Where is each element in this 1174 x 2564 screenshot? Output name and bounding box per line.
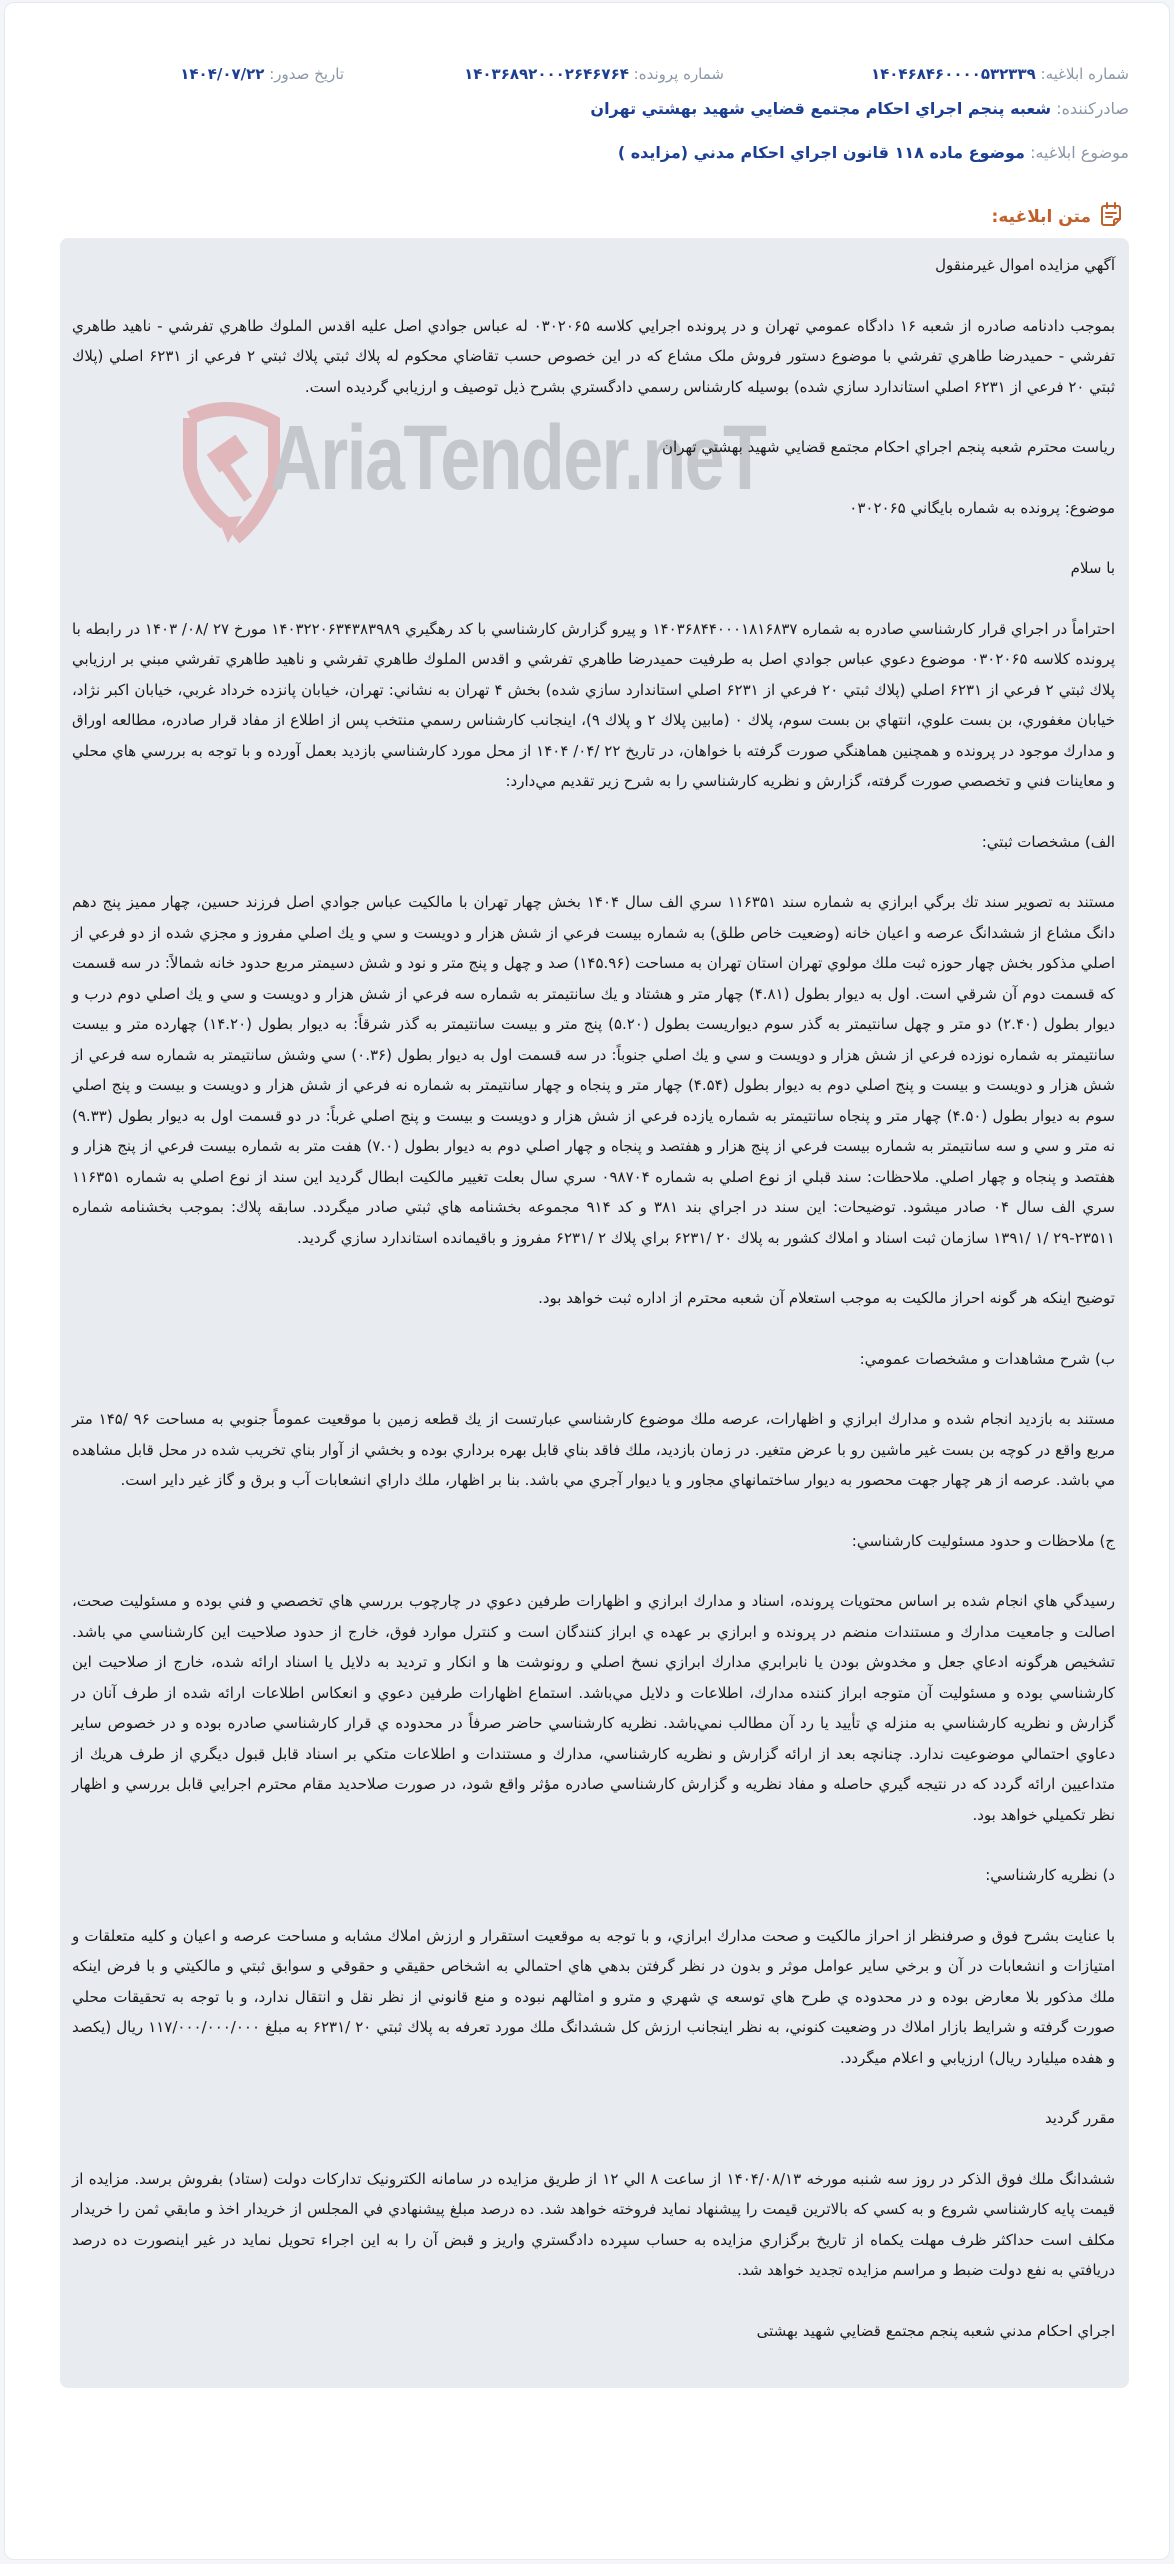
section-heading-registration: الف) مشخصات ثبتي: [981, 832, 1115, 851]
issuer-label: صادرکننده: [1056, 99, 1129, 118]
issue-date [180, 65, 344, 83]
notice-subject [618, 143, 1129, 162]
notice-paragraph: ششدانگ ملك فوق الذكر در روز سه شنبه مورخه ۱۴۰۴/۰۸/۱۳ از ساعت ۸ الي ۱۲ از طريق مزايده در سامانه الکترونیک تداركات دولت (ستاد) بفروش برسد. مزايده از قيمت پايه كارشناسي شروع و به كسي كه بالاترين قيمت را پيشنهاد نمايد فروخته خواهد شد. ده درصد مبلغ پيشنهادي في المجلس از خريدار اخذ و مابقي ثمن را خريدار مكلف است حداكثر ظرف مهلت يكماه از تاريخ برگزاري مزايده به حساب سپرده دادگستري واريز و قبض آن را به اين اجراء تحويل نمايد در غير اينصورت ده درصد دريافتي به نفع دولت ضبط و مراسم مزايده تجديد خواهد شد. [72, 2169, 1115, 2279]
notice-text-title: متن ابلاغيه: [991, 206, 1091, 227]
issue-date-value: ۱۴۰۴/۰۷/۲۲ [180, 65, 265, 83]
notice-paragraph: مستند به بازديد انجام شده و مدارك ابرازي و اظهارات، عرصه ملك موضوع كارشناسي عبارتست از يك قطعه زمين با موقعيت عموماً جنوبي به مساحت ۹۶ /۱۴۵ متر مربع واقع در كوچه بن بست غير ماشين رو با عرض متغير. در زمان بازديد، ملك فاقد بناي قابل بهره برداري بوده و بخشي از آوار بناي تخريب شده در محل قابل مشاهده مي باشد. عرصه از هر چهار جهت محصور به ديوار ساختمانهاي مجاور و يا ديوار آجري مي باشد. بنا بر اظهار، ملك داراي انشعابات آب و برق و گاز غير داير است. [72, 1410, 1116, 1489]
file-number [344, 65, 724, 83]
notice-paragraph: مستند به تصوير سند تك برگي ابرازي به شماره سند ۱۱۶۳۵۱ سري الف سال ۱۴۰۴ بخش چهار تهران با مالكيت عباس جوادي اصل فرزند حسين، چهار مميز پنج دهم دانگ مشاع از ششدانگ عرصه و اعيان خانه (وضعيت خاص طلق) به شماره بيست فرعي از شش هزار و دويست و سي و يك اصلي مفروز و مجزي شده از دو فرعي از اصلي مذكور بخش چهار حوزه ثبت ملك مولوي تهران استان تهران به مساحت (۱۴۵.۹۶) صد و چهل و پنج متر و نود و شش دسيمتر مربع حدود خانه شمالاً: در سه قسمت كه قسمت دوم آن شرقي است. اول به ديوار بطول (۴.۸۱) چهار متر و هشتاد و يك سانتيمتر به شماره سه فرعي از شش هزار و دويست و سي و يك اصلي دوم درب و ديوار بطول (۲.۴۰) دو متر و چهل سانتيمتر به گذر سوم ديواريست بطول (۵.۲۰) پنج متر و بيست سانتيمتر به گذر شرقاً: به ديوار بطول (۱۴.۲۰) چهارده متر و بيست سانتيمتر به شماره نوزده فرعي از شش هزار و دويست و سي و يك اصلي جنوباً: در سه قسمت اول به ديوار بطول (۰.۳۶) سي وشش سانتيمتر به شماره سه فرعي از شش هزار و دويست و بيست و پنج اصلي دوم به ديوار بطول (۴.۵۴) چهار متر و پنجاه و چهار سانتيمتر به شماره نه فرعي از شش هزار و دويست و بيست و پنج اصلي سوم به ديوار بطول (۴.۵۰) چهار متر و پنجاه سانتيمتر به شماره يازده فرعي از شش هزار و دويست و بيست و پنج اصلي غرباً: در دو قسمت اول به ديوار بطول (۹.۳۳) نه متر و سي و سه سانتيمتر به شماره بيست فرعي از پنج هزار و هفتصد و پنجاه و چهار اصلي دوم به ديوار بطول (۷.۰) هفت متر به شماره بيست فرعي از پنج هزار و هفتصد و پنجاه و چهار اصلي. ملاحظات: سند قبلي از نوع اصلي به شماره ۰۹۸۷۰۴ سري سال بعلت تغيير مالكيت ابطال گرديد اين سند از نوع اصلي به شماره ۱۱۶۳۵۱ سري الف سال ۰۴ صادر ميشود. توضيحات: اين سند در اجراي بند ۳۸۱ و كد ۹۱۴ مجموعه بخشنامه هاي ثبتي صادر ميگردد. سابقه پلاك: بموجب بخشنامه شماره ۲۳۵۱۱-۲۹ /۱ /۱۳۹۱ سازمان ثبت اسناد و املاك كشور به پلاك ۲۰ /۶۲۳۱ براي پلاك ۲ /۶۲۳۱ مفروز و باقيمانده استاندارد سازي گرديد. [72, 893, 1116, 1247]
notice-paragraph: بموجب دادنامه صادره از شعبه ۱۶ دادگاه عمومي تهران و در پرونده اجرايي كلاسه ۰۳۰۲۰۶۵ له عباس جوادي اصل عليه اقدس الملوك طاهري تفرشي - ناهيد طاهري تفرشي - حميدرضا طاهري تفرشي با موضوع دستور فروش ملک مشاع كه در اين خصوص حسب تقاضاي محكوم له پلاك ثبتي پلاك ثبتي ۲ فرعي از ۶۲۳۱ اصلي (پلاك ثبتي ۲۰ فرعي از ۶۲۳۱ اصلي استاندارد سازي شده) بوسيله كارشناس رسمي دادگستري بشرح ذيل توصيف و ارزيابي گرديده است. [72, 316, 1115, 396]
issuer-value: شعبه پنجم اجراي احكام مجتمع قضايي شهيد بهشتي تهران [590, 99, 1052, 118]
issue-date-label: تاريخ صدور: [269, 65, 344, 83]
note-icon [1099, 201, 1123, 232]
section-heading-observations: ب) شرح مشاهدات و مشخصات عمومي: [859, 1349, 1115, 1368]
section-heading-expert-opinion: د) نظريه كارشناسي: [985, 1866, 1115, 1884]
notice-paragraph: با سلام [1070, 559, 1115, 577]
notice-number-value: ۱۴۰۴۶۸۴۶۰۰۰۰۵۳۲۳۳۹ [870, 65, 1036, 83]
notice-content [60, 238, 1129, 2376]
notice-paragraph: رسيدگي هاي انجام شده بر اساس محتويات پرونده، اسناد و مدارك ابرازي و اظهارات طرفين دعوي در چارچوب بررسي هاي تخصصي و فني بوده و مسئوليت صحت، اصالت و جامعيت مدارك و مستندات منضم در پرونده و ابرازي بر عهده ي ابراز كنندگان است و كنترل موارد فوق، خارج از حدود صلاحيت اين كارشناسي مي باشد. تشخيص هرگونه ادعاي جعل و مخدوش بودن يا نابرابري مدارك ابرازي نسخ اصلي و رونوشت ها و انكار و ترديد به دلايل يا اسناد ارائه شده، خارج از صلاحيت اين كارشناسي بوده و مسئوليت آن متوجه ابراز كننده مدارك، اطلاعات و دلايل مي‌باشد. استماع اظهارات طرفين دعوي و انعكاس اطلاعات ارائه شده از طرف آنان در گزارش و نظريه كارشناسي به منزله ي تأييد يا رد آن مطالب نمي‌باشد. نظريه كارشناسي حاضر صرفاً در محدوده ي قرار كارشناسي صادره بوده و در خصوص ساير دعاوي احتمالي موضوعيت ندارد. چنانچه بعد از ارائه گزارش و نظريه كارشناسي، مدارك و مستندات و اطلاعات متكي بر اسناد قابل قبول ديگري از طرف هريك از متداعيين ارائه گردد كه در نتيجه گيري حاصله و مفاد نظريه و گزارش كارشناسي صادره مؤثر واقع شود، در صورت صلاحديد مقام محترم اجرايي قابل بررسي و اظهار نظر تكميلي خواهد بود. [72, 1592, 1115, 1824]
notice-body [60, 238, 1129, 2388]
section-heading-limitations: ج) ملاحظات و حدود مسئوليت كارشناسي: [851, 1531, 1115, 1550]
notice-paragraph: رياست محترم شعبه پنجم اجراي احكام مجتمع قضايي شهيد بهشتي تهران [662, 438, 1115, 456]
notice-subject-value: موضوع ماده ۱۱۸ قانون اجراي احكام مدني (مزايده ) [617, 143, 1025, 162]
notice-paragraph-title: آگهي مزايده اموال غيرمنقول [935, 256, 1115, 274]
notice-number [724, 65, 1129, 83]
file-number-value: ۱۴۰۳۶۸۹۲۰۰۰۲۶۴۶۷۶۴ [464, 65, 629, 83]
notice-paragraph: احتراماً در اجراي قرار كارشناسي صادره به شماره ۱۴۰۳۶۸۴۴۰۰۰۱۸۱۶۸۳۷ و پيرو گزارش كارشناسي با كد رهگيري ۱۴۰۳۲۲۰۶۳۴۳۸۳۹۸۹ مورخ ۲۷ /۰۸/ ۱۴۰۳ در رابطه با پرونده كلاسه ۰۳۰۲۰۶۵ موضوع دعوي عباس جوادي اصل به طرفيت حميدرضا طاهري تفرشي و اقدس الملوك طاهري تفرشي و ناهيد طاهري تفرشي مبني بر ارزيابي پلاك ثبتي ۲ فرعي از ۶۲۳۱ اصلي (پلاك ثبتي ۲۰ فرعي از ۶۲۳۱ اصلي استاندارد سازي شده) بخش ۴ تهران به نشاني: تهران، خيابان پانزده خرداد غربي، خيابان اكبر نژاد، خيابان مغفوري، بن بست علوي، انتهاي بن بست سوم، پلاك ۰ (مابين پلاك ۲ و پلاك ۹)، اينجانب كارشناس رسمي منتخب پس از اطلاع از مفاد قرار صادره، مطالعه اوراق و مدارك موجود در پرونده و همچنين هماهنگي صورت گرفته با خواهان، در تاريخ ۲۲ /۰۴/ ۱۴۰۴ از محل مورد كارشناسي بازديد بعمل آورده و با توجه به بررسي هاي محلي و معاينات فني و تخصصي صورت گرفته، گزارش و نظريه كارشناسي را به شرح زير تقديم مي‌دارد: [72, 619, 1116, 790]
watermark-text: AriaTender.neT [270, 407, 766, 509]
notice-signature: اجراي احكام مدني شعبه پنجم مجتمع قضايي شهيد بهشتی [756, 2321, 1115, 2340]
notice-paragraph: توضيح اينكه هر گونه احراز مالكيت به موجب استعلام آن شعبه محترم از اداره ثبت خواهد بود. [538, 1289, 1115, 1307]
file-number-label: شماره پرونده: [633, 65, 724, 83]
section-heading-decision: مقرر گرديد [1044, 2109, 1115, 2127]
notice-paragraph: موضوع: پرونده به شماره بايگاني ۰۳۰۲۰۶۵ [849, 498, 1115, 517]
notice-text-heading [992, 201, 1123, 232]
notice-paragraph: با عنايت بشرح فوق و صرفنظر از احراز مالكيت و صحت مدارك ابرازي، و با توجه به موقعيت استقرار و ارزش املاك مشابه و مساحت عرصه و اعيان و كليه متعلقات و امتيازات و انشعابات در آن و برخي ساير عوامل موثر و بدون در نظر گرفتن بدهي هاي احتمالي به اشخاص حقيقي و حقوقي و سوابق ثبتي و مالكيتي و با فرض اينكه ملك مذكور بلا معارض بوده و در محدوده ي طرح هاي توسعه ي شهري و مترو و امثالهم نبوده و منع قانوني از نظر نقل و انتقال ندارد، و با توجه به تحقيقات محلي صورت گرفته و شرايط بازار املاك در وضعيت كنوني، به نظر اينجانب ارزش كل ششدانگ ملك مورد تعرفه به پلاك ثبتي ۲۰ /۶۲۳۱ به مبلغ ۱۱۷/۰۰۰/۰۰۰/۰۰۰ ريال (يكصد و هفده ميليارد ريال) ارزيابي و اعلام ميگردد. [72, 1926, 1116, 2067]
notice-meta-row [45, 59, 1129, 89]
notice-number-label: شماره ابلاغيه: [1040, 65, 1129, 83]
issuer [590, 99, 1129, 118]
notice-subject-label: موضوع ابلاغيه: [1030, 143, 1129, 162]
